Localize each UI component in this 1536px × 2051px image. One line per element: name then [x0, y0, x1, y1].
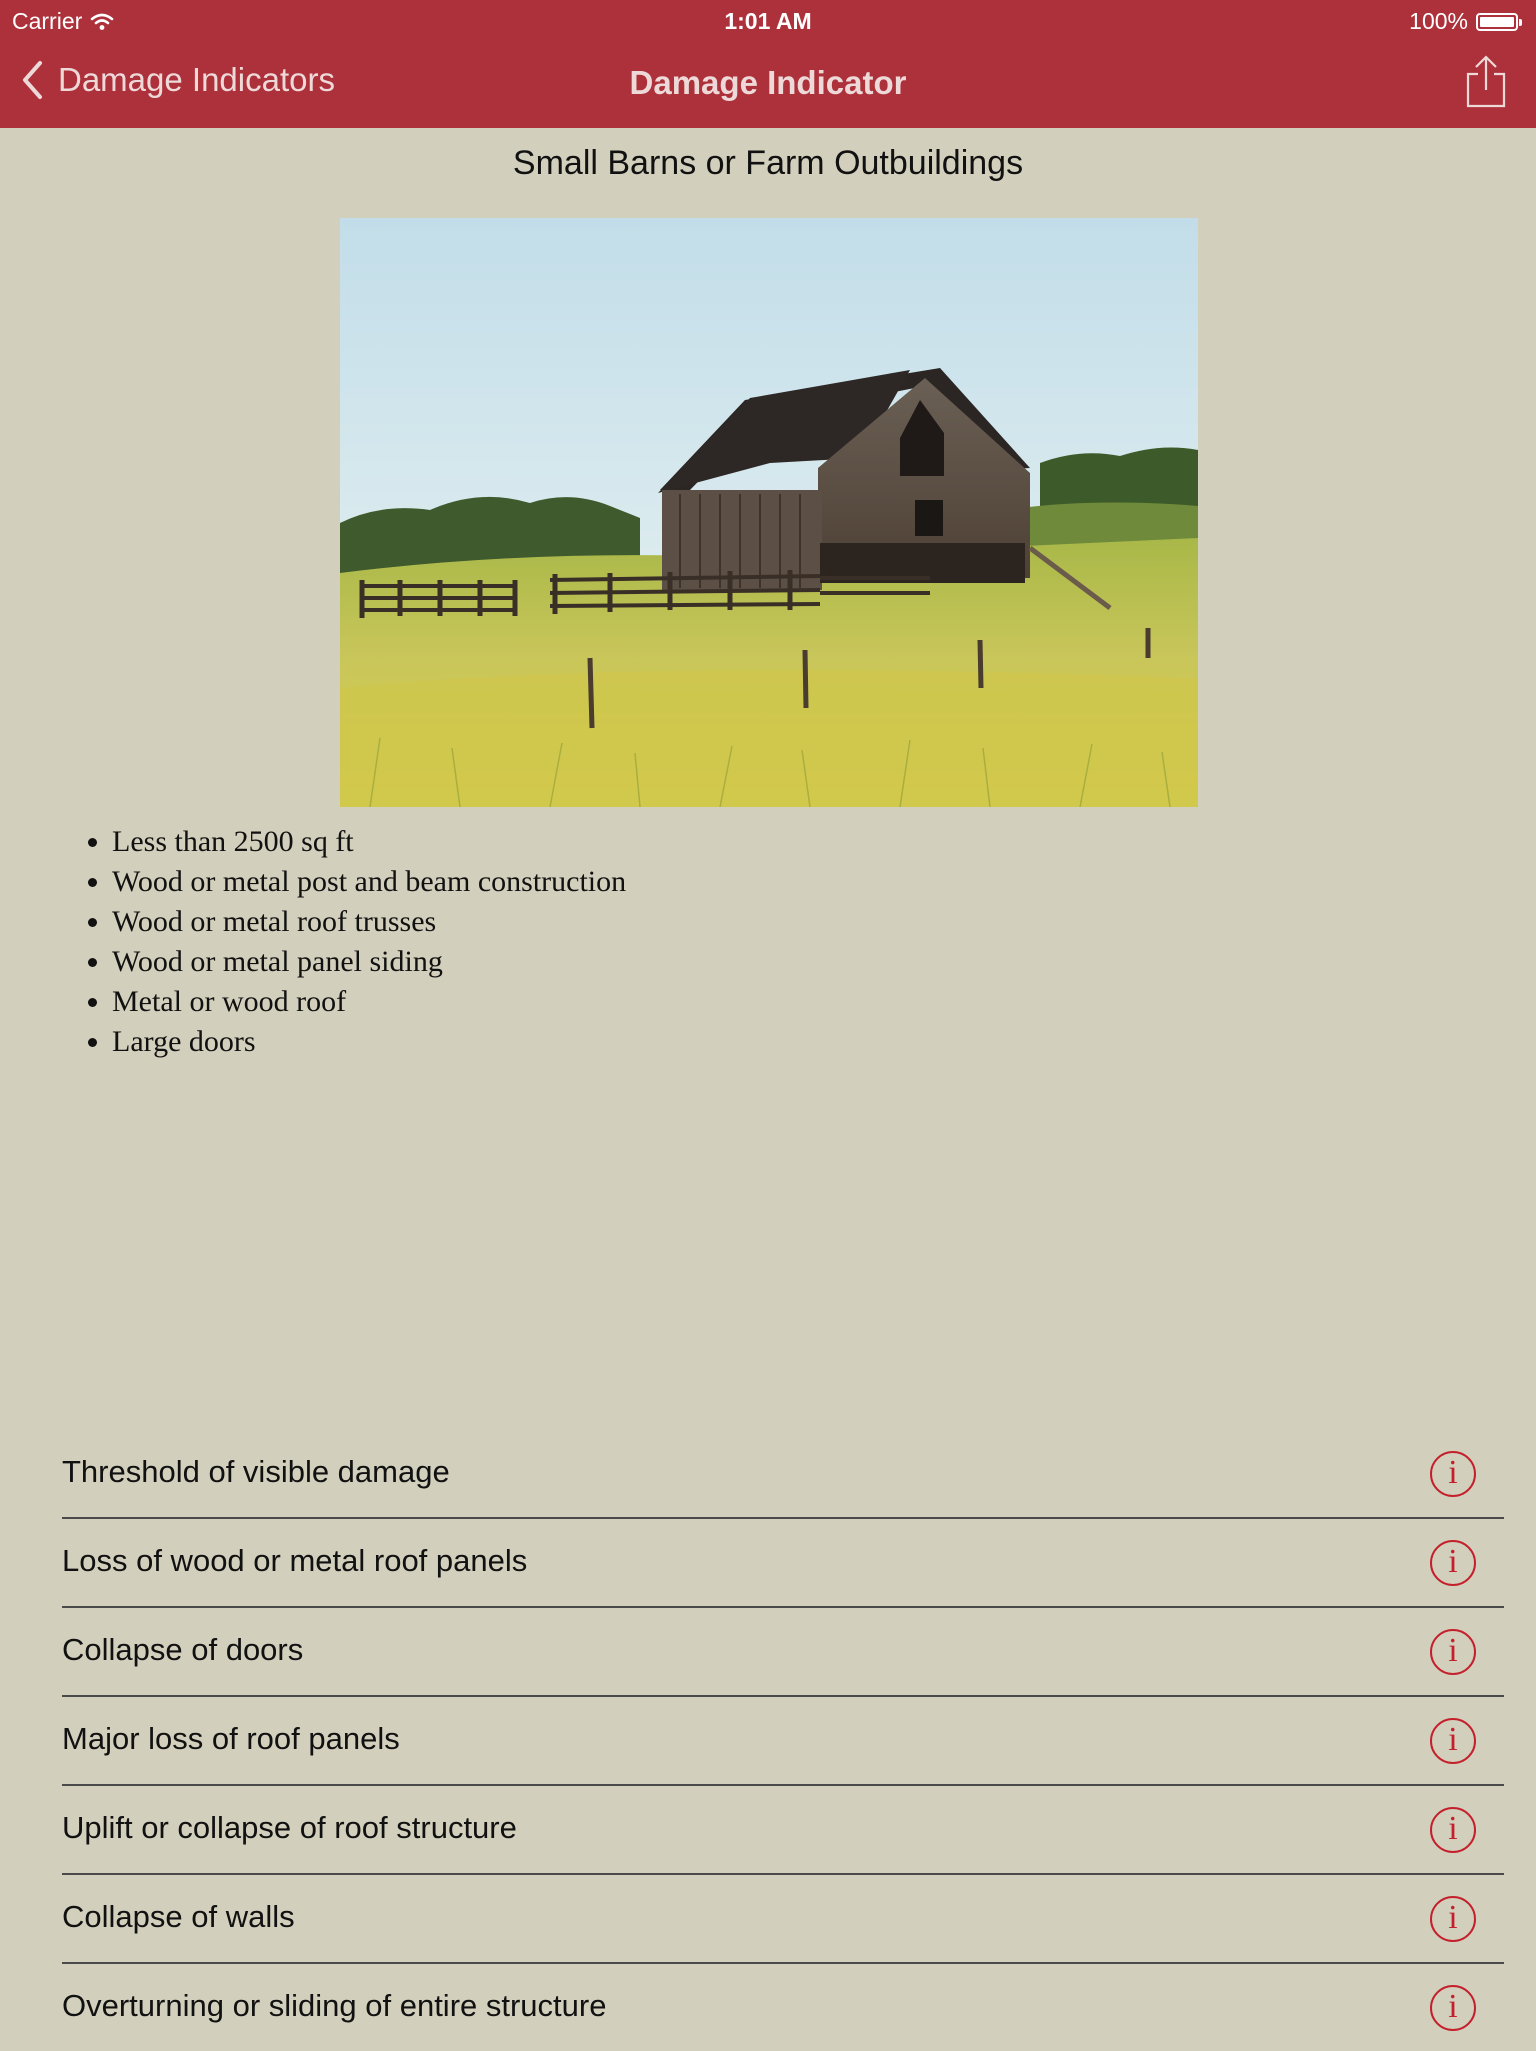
list-item-label: Collapse of walls: [62, 1899, 295, 1934]
info-icon[interactable]: i: [1430, 1451, 1476, 1497]
list-item[interactable]: [62, 1608, 1504, 1697]
barn-photo: [340, 218, 1198, 807]
status-battery: [1409, 8, 1518, 35]
feature-list: [80, 822, 626, 1062]
list-item-label: Loss of wood or metal roof panels: [62, 1543, 528, 1578]
navigation-bar: [0, 40, 1536, 128]
info-icon[interactable]: i: [1430, 1718, 1476, 1764]
feature-item: • Metal or wood roof: [112, 982, 626, 1022]
battery-icon: [1476, 13, 1518, 31]
carrier-label: Carrier: [12, 8, 83, 34]
nav-title: Damage Indicator: [629, 64, 907, 101]
list-item[interactable]: [62, 1519, 1504, 1608]
status-time: 1:01 AM: [724, 8, 812, 34]
info-icon[interactable]: i: [1430, 1985, 1476, 2031]
back-button-label: Damage Indicators: [58, 61, 335, 98]
info-icon[interactable]: i: [1430, 1896, 1476, 1942]
page-title: Small Barns or Farm Outbuildings: [512, 144, 1024, 182]
feature-item: • Less than 2500 sq ft: [112, 822, 626, 862]
list-item-label: Major loss of roof panels: [62, 1721, 400, 1756]
list-item[interactable]: [62, 1875, 1504, 1964]
list-item[interactable]: [62, 1786, 1504, 1875]
list-item-label: Overturning or sliding of entire structure: [62, 1988, 607, 2023]
feature-item: • Wood or metal panel siding: [112, 942, 626, 982]
list-item-label: Collapse of doors: [62, 1632, 304, 1667]
list-item[interactable]: [62, 1430, 1504, 1519]
share-icon[interactable]: [1462, 54, 1510, 110]
list-item-label: Uplift or collapse of roof structure: [62, 1810, 517, 1845]
feature-item: • Large doors: [112, 1022, 626, 1062]
status-bar: [0, 0, 1536, 40]
info-icon[interactable]: i: [1430, 1540, 1476, 1586]
list-item-label: Threshold of visible damage: [62, 1454, 450, 1489]
feature-item: • Wood or metal post and beam construction: [112, 862, 626, 902]
list-item[interactable]: [62, 1964, 1504, 2051]
info-icon[interactable]: i: [1430, 1807, 1476, 1853]
degree-of-damage-list: [62, 1430, 1504, 2051]
top-bar: [0, 0, 1536, 128]
feature-item: • Wood or metal roof trusses: [112, 902, 626, 942]
info-icon[interactable]: i: [1430, 1629, 1476, 1675]
list-item[interactable]: [62, 1697, 1504, 1786]
battery-percent: 100%: [1409, 8, 1468, 34]
